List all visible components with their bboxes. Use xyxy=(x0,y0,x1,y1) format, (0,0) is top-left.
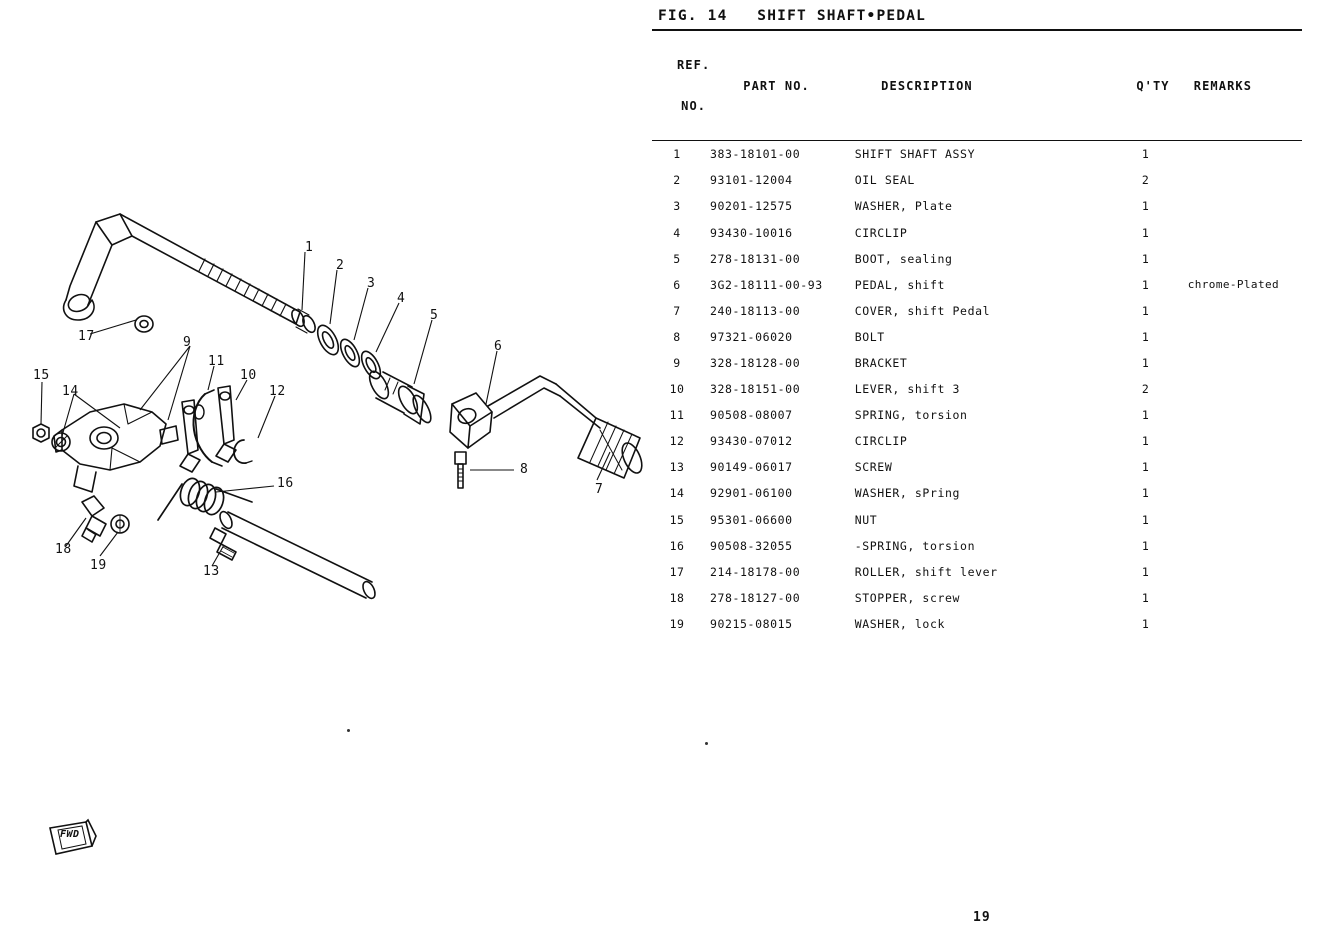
header-part-no: PART NO. xyxy=(743,78,810,93)
cell-qty: 2 xyxy=(1141,173,1150,188)
cell-part-no: 90508-32055 xyxy=(709,538,793,553)
cell-qty: 1 xyxy=(1141,616,1150,631)
cell-qty: 1 xyxy=(1141,460,1150,475)
cell-description: SHIFT SHAFT ASSY xyxy=(854,147,976,162)
cell-remarks xyxy=(1180,480,1302,506)
parts-table-body-wrap xyxy=(652,141,1302,637)
cell-qty: 1 xyxy=(1141,277,1150,292)
cell-ref-no: 7 xyxy=(673,303,681,318)
cell-qty: 2 xyxy=(1141,382,1150,397)
cell-part-no: 90149-06017 xyxy=(709,460,793,475)
cell-description: -SPRING, torsion xyxy=(854,538,976,553)
callout-7: 7 xyxy=(595,482,604,497)
cell-ref-no: 2 xyxy=(673,173,681,188)
cell-qty: 1 xyxy=(1141,564,1150,579)
cell-description: WASHER, sPring xyxy=(854,486,961,501)
bolt-shank xyxy=(458,464,463,488)
cell-qty: 1 xyxy=(1141,225,1150,240)
cell-description: BOOT, sealing xyxy=(854,251,953,266)
stopper-screw-body xyxy=(86,516,106,536)
shaft-end-collar xyxy=(96,214,132,245)
cell-remarks xyxy=(1180,167,1302,193)
rod-top-edge xyxy=(228,512,372,582)
cell-part-no: 383-18101-00 xyxy=(709,147,801,162)
page-number: 19 xyxy=(973,910,991,925)
cell-description: SCREW xyxy=(854,460,893,475)
bracket-lug-lower xyxy=(74,466,96,492)
table-row xyxy=(652,559,1302,585)
table-row xyxy=(652,167,1302,193)
table-row xyxy=(652,298,1302,324)
bolt-head xyxy=(455,452,466,464)
cell-part-no: 328-18128-00 xyxy=(709,355,801,370)
table-body xyxy=(652,141,1302,637)
header-qty: Q'TY xyxy=(1136,78,1170,93)
table-row xyxy=(652,428,1302,454)
cell-part-no: 3G2-18111-00-93 xyxy=(709,277,823,292)
cell-description: WASHER, lock xyxy=(854,616,946,631)
nut-bore xyxy=(37,429,45,437)
cell-remarks xyxy=(1180,324,1302,350)
cell-description: BRACKET xyxy=(854,355,908,370)
cell-part-no: 328-18151-00 xyxy=(709,382,801,397)
header-ref-line1: REF. xyxy=(676,58,711,72)
page-speck-b xyxy=(705,742,708,745)
rod-left-face xyxy=(218,510,235,531)
callout-5: 5 xyxy=(430,308,439,323)
cell-description: BOLT xyxy=(854,329,885,344)
table-row xyxy=(652,402,1302,428)
bracket-body xyxy=(62,404,166,470)
cell-ref-no: 18 xyxy=(669,590,685,605)
shaft-top-edge xyxy=(120,214,300,312)
cell-part-no: 93101-12004 xyxy=(709,173,793,188)
cell-part-no: 214-18178-00 xyxy=(709,564,801,579)
cell-ref-no: 3 xyxy=(673,199,681,214)
table-row xyxy=(652,376,1302,402)
bracket-bore-inner xyxy=(97,433,111,444)
table-row xyxy=(652,611,1302,637)
shift-lever-b-hole xyxy=(184,406,194,414)
cell-remarks xyxy=(1180,611,1302,637)
callout-16: 16 xyxy=(277,476,294,491)
callout-13: 13 xyxy=(203,564,220,579)
table-row xyxy=(652,193,1302,219)
cell-ref-no: 10 xyxy=(669,382,685,397)
table-row xyxy=(652,533,1302,559)
cell-description: LEVER, shift 3 xyxy=(854,382,961,397)
cell-remarks xyxy=(1180,402,1302,428)
callout-4: 4 xyxy=(397,291,406,306)
cell-part-no: 90201-12575 xyxy=(709,199,793,214)
cell-remarks xyxy=(1180,507,1302,533)
cell-qty: 1 xyxy=(1141,329,1150,344)
table-row xyxy=(652,272,1302,298)
cell-qty: 1 xyxy=(1141,147,1150,162)
cell-remarks xyxy=(1180,559,1302,585)
callout-10: 10 xyxy=(240,368,257,383)
torsion-spring-16 xyxy=(158,476,252,520)
table-row xyxy=(652,585,1302,611)
diagram-svg xyxy=(0,0,652,944)
callout-17: 17 xyxy=(78,329,95,344)
table-row xyxy=(652,480,1302,506)
parts-list-panel xyxy=(652,8,1302,637)
oil-seal-outer xyxy=(313,322,342,358)
cell-qty: 1 xyxy=(1141,303,1150,318)
washer-plate-outer xyxy=(337,336,363,369)
table-row xyxy=(652,507,1302,533)
cell-part-no: 95301-06600 xyxy=(709,512,793,527)
table-row xyxy=(652,141,1302,167)
roller-shift-lever xyxy=(135,316,153,332)
callout-1: 1 xyxy=(305,240,314,255)
cell-description: NUT xyxy=(854,512,878,527)
callout-12: 12 xyxy=(269,384,286,399)
cell-description: CIRCLIP xyxy=(854,434,908,449)
cell-remarks xyxy=(1180,533,1302,559)
cell-ref-no: 14 xyxy=(669,486,685,501)
cell-ref-no: 19 xyxy=(669,616,685,631)
cell-remarks xyxy=(1180,193,1302,219)
cell-remarks xyxy=(1180,376,1302,402)
header-ref-no xyxy=(652,31,735,140)
page-speck-a xyxy=(347,729,350,732)
cell-part-no: 93430-07012 xyxy=(709,434,793,449)
callout-3: 3 xyxy=(367,276,376,291)
cell-description: SPRING, torsion xyxy=(854,408,968,423)
callout-9: 9 xyxy=(183,335,192,350)
cell-ref-no: 16 xyxy=(669,538,685,553)
table-row xyxy=(652,324,1302,350)
cell-part-no: 93430-10016 xyxy=(709,225,793,240)
header-remarks: REMARKS xyxy=(1193,78,1253,93)
cell-description: COVER, shift Pedal xyxy=(854,303,991,318)
cell-ref-no: 15 xyxy=(669,512,685,527)
stopper-screw-head xyxy=(82,496,104,516)
cell-ref-no: 9 xyxy=(673,355,681,370)
cell-qty: 1 xyxy=(1141,355,1150,370)
cell-qty: 1 xyxy=(1141,199,1150,214)
exploded-parts-diagram xyxy=(0,0,652,944)
callout-14: 14 xyxy=(62,384,79,399)
circlip-ring xyxy=(358,348,384,381)
shift-lever-a-foot xyxy=(216,444,236,462)
table-row xyxy=(652,350,1302,376)
cell-part-no: 90215-08015 xyxy=(709,616,793,631)
callout-19: 19 xyxy=(90,558,107,573)
cell-description: PEDAL, shift xyxy=(854,277,946,292)
shift-lever-b-foot xyxy=(180,454,200,472)
cell-part-no: 240-18113-00 xyxy=(709,303,801,318)
cell-part-no: 92901-06100 xyxy=(709,486,793,501)
stopper-screw-tip xyxy=(82,528,96,542)
table-header xyxy=(652,31,1302,140)
cell-description: CIRCLIP xyxy=(854,225,908,240)
cell-remarks: chrome-Plated xyxy=(1187,278,1280,292)
cell-ref-no: 17 xyxy=(669,564,685,579)
parts-table xyxy=(652,31,1302,140)
figure-title: FIG. 14 SHIFT SHAFT•PEDAL xyxy=(658,8,927,24)
cell-part-no: 97321-06020 xyxy=(709,329,793,344)
cell-description: WASHER, Plate xyxy=(854,199,953,214)
cell-description: OIL SEAL xyxy=(854,173,915,188)
screw-head xyxy=(210,528,226,544)
shift-lever-a-hole xyxy=(220,392,230,400)
cell-remarks xyxy=(1180,298,1302,324)
cell-ref-no: 12 xyxy=(669,434,685,449)
table-row xyxy=(652,454,1302,480)
cell-remarks xyxy=(1180,428,1302,454)
cell-ref-no: 11 xyxy=(669,408,685,423)
cell-part-no: 278-18131-00 xyxy=(709,251,801,266)
cell-part-no: 90508-08007 xyxy=(709,408,793,423)
cell-qty: 1 xyxy=(1141,408,1150,423)
table-row xyxy=(652,246,1302,272)
cell-qty: 1 xyxy=(1141,251,1150,266)
cell-remarks xyxy=(1180,246,1302,272)
callout-18: 18 xyxy=(55,542,72,557)
leader-lines xyxy=(41,252,610,566)
cell-remarks xyxy=(1180,585,1302,611)
callout-2: 2 xyxy=(336,258,345,273)
cell-ref-no: 5 xyxy=(673,251,681,266)
cell-qty: 1 xyxy=(1141,512,1150,527)
cell-remarks xyxy=(1180,141,1302,167)
cell-ref-no: 6 xyxy=(673,277,681,292)
cell-remarks xyxy=(1180,350,1302,376)
bracket-bore xyxy=(90,427,118,449)
cell-part-no: 278-18127-00 xyxy=(709,590,801,605)
roller-bore xyxy=(140,321,148,328)
callout-15: 15 xyxy=(33,368,50,383)
cell-ref-no: 4 xyxy=(673,225,681,240)
cell-ref-no: 13 xyxy=(669,460,685,475)
header-description: DESCRIPTION xyxy=(881,78,973,93)
cell-remarks xyxy=(1180,454,1302,480)
cell-ref-no: 1 xyxy=(673,147,681,162)
header-ref-line2: NO. xyxy=(681,98,707,113)
cell-qty: 1 xyxy=(1141,590,1150,605)
callout-11: 11 xyxy=(208,354,225,369)
nut-hex xyxy=(33,424,49,442)
callout-6: 6 xyxy=(494,339,503,354)
fwd-marker-label: FWD xyxy=(60,829,80,840)
callout-8: 8 xyxy=(520,462,529,477)
cell-description: ROLLER, shift lever xyxy=(854,564,998,579)
cell-qty: 1 xyxy=(1141,486,1150,501)
cell-qty: 1 xyxy=(1141,434,1150,449)
cell-description: STOPPER, screw xyxy=(854,590,961,605)
boot-left-face xyxy=(366,368,392,401)
cell-qty: 1 xyxy=(1141,538,1150,553)
cell-remarks xyxy=(1180,219,1302,245)
table-row xyxy=(652,219,1302,245)
cell-ref-no: 8 xyxy=(673,329,681,344)
